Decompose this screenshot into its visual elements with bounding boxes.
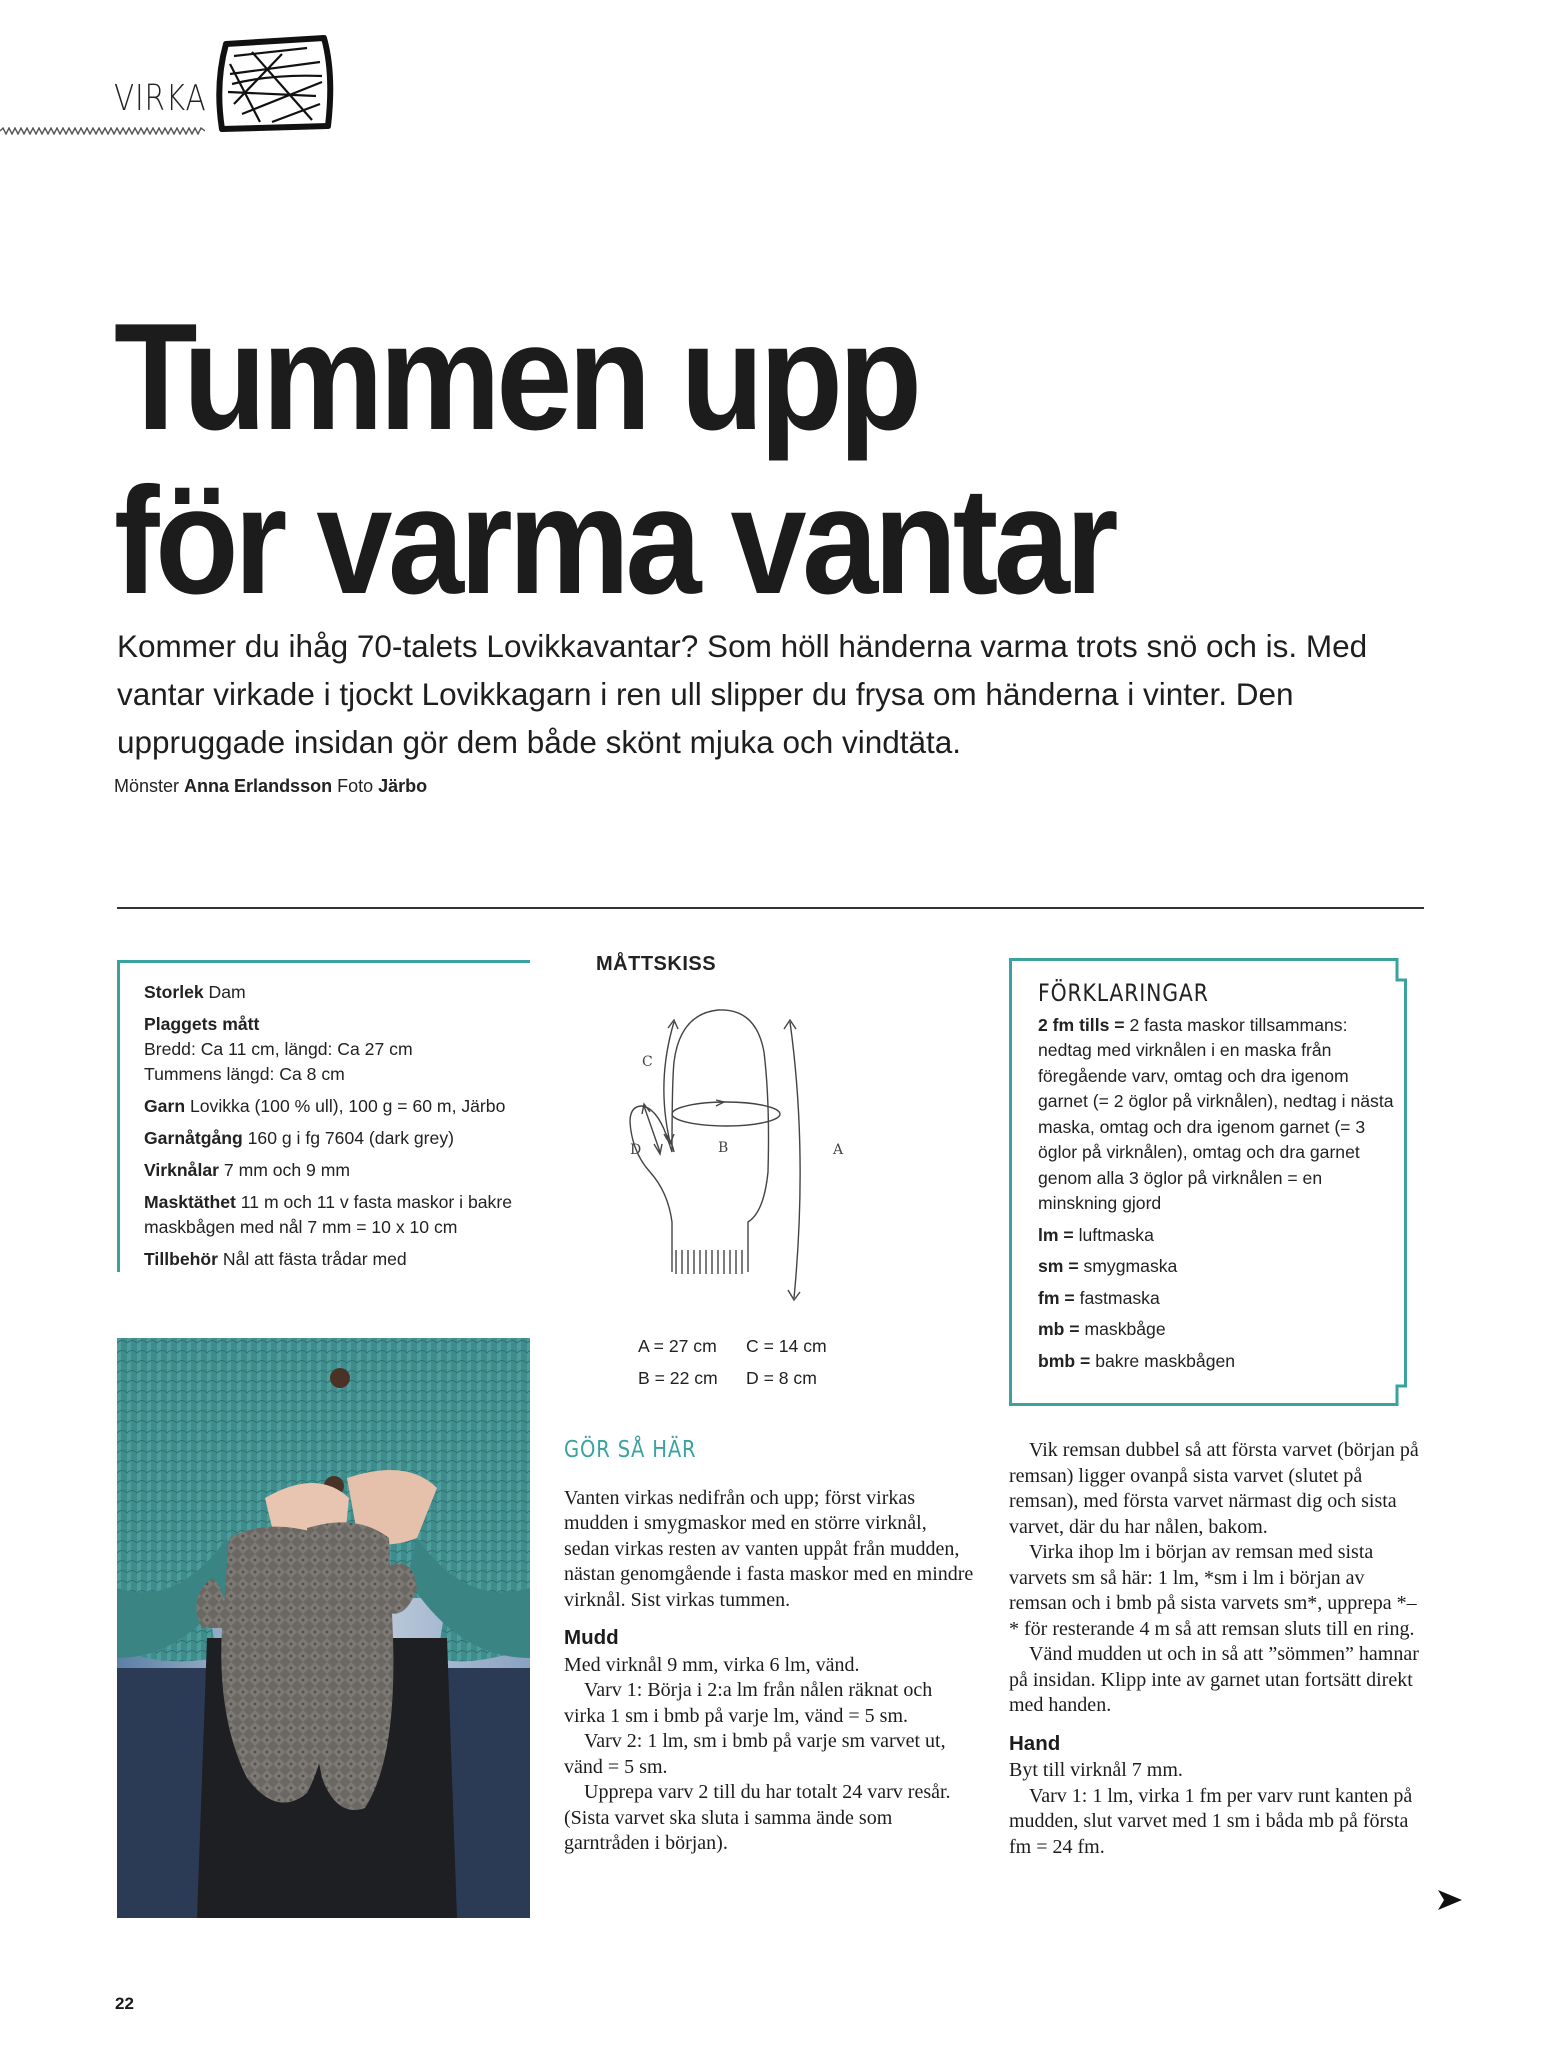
divider [117, 907, 1424, 909]
measures-line-2: Tummens längd: Ca 8 cm [144, 1064, 345, 1084]
lead-paragraph: Kommer du ihåg 70-talets Lovikkavantar? Som höll händerna varma trots snö och is. Med vantar virkade i tjockt Lovikkagarn i ren ull slipper du frysa om händerna i vinter. Den uppruggade insidan gör dem både skönt mjuka och vindtäta. [117, 628, 1368, 760]
photo-label: Foto [337, 776, 374, 796]
measures-label: Plaggets mått [144, 1014, 260, 1034]
yarn-ball-icon [212, 34, 337, 133]
size-label: Storlek [144, 982, 204, 1002]
explain-def: 2 fasta maskor tillsammans: nedtag med virknålen i en maska från föregående varv, omtag och dra igenom garnet (= 2 öglor på virknålen), nedtag i nästa maska, omtag och dra igenom garnet (= 3 öglor på virknålen), omtag och dra garnet genom alla 3 öglor på virknålen = en minskning gjord [1038, 1014, 1394, 1213]
measure-d: D = 8 cm [746, 1368, 817, 1388]
next-page-arrow-icon [1437, 1888, 1463, 1912]
mitten-sketch [628, 1002, 860, 1304]
instructions-column-2 [1009, 1438, 1421, 1860]
explain-def: luftmaska [1078, 1224, 1154, 1245]
instruction-paragraph: Vänd mudden ut och in så att ”sömmen” hamnar på insidan. Klipp inte av garnet utan fortsätt direkt med handen. [1009, 1643, 1419, 1716]
sketch-label-a: A [833, 1142, 844, 1158]
yarn-label: Garn [144, 1096, 186, 1116]
explanations-content [1038, 981, 1398, 1380]
photo-credit: Järbo [378, 776, 428, 796]
mudd-step: Upprepa varv 2 till du har totalt 24 varv resår. (Sista varvet ska sluta i samma ände som garntråden i början). [564, 1781, 951, 1854]
usage-value: 160 g i fg 7604 (dark grey) [247, 1128, 454, 1148]
product-photo [117, 1338, 530, 1918]
page-title [114, 292, 1284, 626]
gauge-value: 11 m och 11 v fasta maskor i bakre maskbågen med nål 7 mm = 10 x 10 cm [144, 1192, 512, 1237]
hand-heading: Hand [1009, 1731, 1061, 1755]
sketch-label-d: D [630, 1142, 642, 1158]
explain-term: lm = [1038, 1224, 1074, 1245]
pattern-author: Anna Erlandsson [184, 776, 333, 796]
explain-term: mb = [1038, 1319, 1080, 1339]
mudd-step: Varv 2: 1 lm, sm i bmb på varje sm varvet ut, vänd = 5 sm. [564, 1730, 946, 1778]
notions-label: Tillbehör [144, 1249, 218, 1269]
yarn-value: Lovikka (100 % ull), 100 g = 60 m, Järbo [189, 1096, 506, 1116]
section-label: VIRKA [114, 78, 207, 119]
explain-term: bmb = [1038, 1350, 1091, 1371]
hooks-value: 7 mm och 9 mm [223, 1160, 351, 1180]
instructions-column-1 [564, 1438, 974, 1857]
sketch-label-c: C [642, 1054, 653, 1070]
instruction-paragraph: Vik remsan dubbel så att första varvet (början på remsan) ligger ovanpå sista varvet (slutet på remsan), med första varvet närmast dig och sista varvet, där du har nålen, bakom. [1009, 1439, 1419, 1538]
sketch-measurements [638, 1330, 827, 1394]
gauge-label: Masktäthet [144, 1192, 236, 1212]
mudd-heading: Mudd [564, 1626, 619, 1649]
measure-b: B = 22 cm [638, 1368, 718, 1388]
page-number: 22 [115, 1994, 134, 2013]
credits [114, 776, 427, 797]
instructions-intro: Vanten virkas nedifrån och upp; först virkas mudden i smygmaskor med en större virknål, sedan virkas resten av vanten uppåt från mudden, nästan genomgående i fasta maskor med en mindre virknål. Sist virkas tummen. [564, 1486, 974, 1611]
pattern-label: Mönster [114, 776, 180, 796]
measure-a: A = 27 cm [638, 1336, 717, 1356]
notions-value: Nål att fästa trådar med [222, 1249, 407, 1269]
sketch-label-b: B [718, 1140, 729, 1156]
hand-step: Byt till virknål 7 mm. [1009, 1759, 1183, 1781]
instruction-paragraph: Virka ihop lm i början av remsan med sista varvets sm så här: 1 lm, *sm i lm i början av remsan och i bmb på sista varvets sm*, upprepa *–* för resterande 4 m så att remsan sluts till en ring. [1009, 1541, 1417, 1640]
measure-c: C = 14 cm [746, 1336, 827, 1356]
sketch-title: MÅTTSKISS [596, 953, 717, 975]
mudd-step: Varv 1: Börja i 2:a lm från nålen räknat och virka 1 sm i bmb på varje lm, vänd = 5 sm. [564, 1679, 933, 1727]
explain-def: smygmaska [1083, 1256, 1178, 1276]
title-line-2: för varma vantar [114, 456, 1115, 626]
explain-def: bakre maskbågen [1095, 1350, 1236, 1371]
explain-term: fm = [1038, 1287, 1075, 1308]
usage-label: Garnåtgång [144, 1128, 243, 1148]
explain-term: 2 fm tills = [1038, 1014, 1125, 1035]
measures-line-1: Bredd: Ca 11 cm, längd: Ca 27 cm [144, 1039, 413, 1059]
facts-content [144, 980, 544, 1279]
size-value: Dam [208, 982, 246, 1002]
explain-term: sm = [1038, 1256, 1079, 1276]
explain-def: fastmaska [1079, 1287, 1160, 1308]
explanations-title: FÖRKLARINGAR [1038, 979, 1209, 1007]
decorative-wavy-rule [0, 127, 205, 135]
instructions-title: GÖR SÅ HÄR [564, 1437, 697, 1463]
mudd-step: Med virknål 9 mm, virka 6 lm, vänd. [564, 1653, 860, 1676]
hand-step: Varv 1: 1 lm, virka 1 fm per varv runt kanten på mudden, slut varvet med 1 sm i båda mb på första fm = 24 fm. [1009, 1784, 1413, 1858]
hooks-label: Virknålar [144, 1160, 219, 1180]
title-line-1: Tummen upp [114, 292, 918, 462]
explain-def: maskbåge [1084, 1319, 1166, 1339]
